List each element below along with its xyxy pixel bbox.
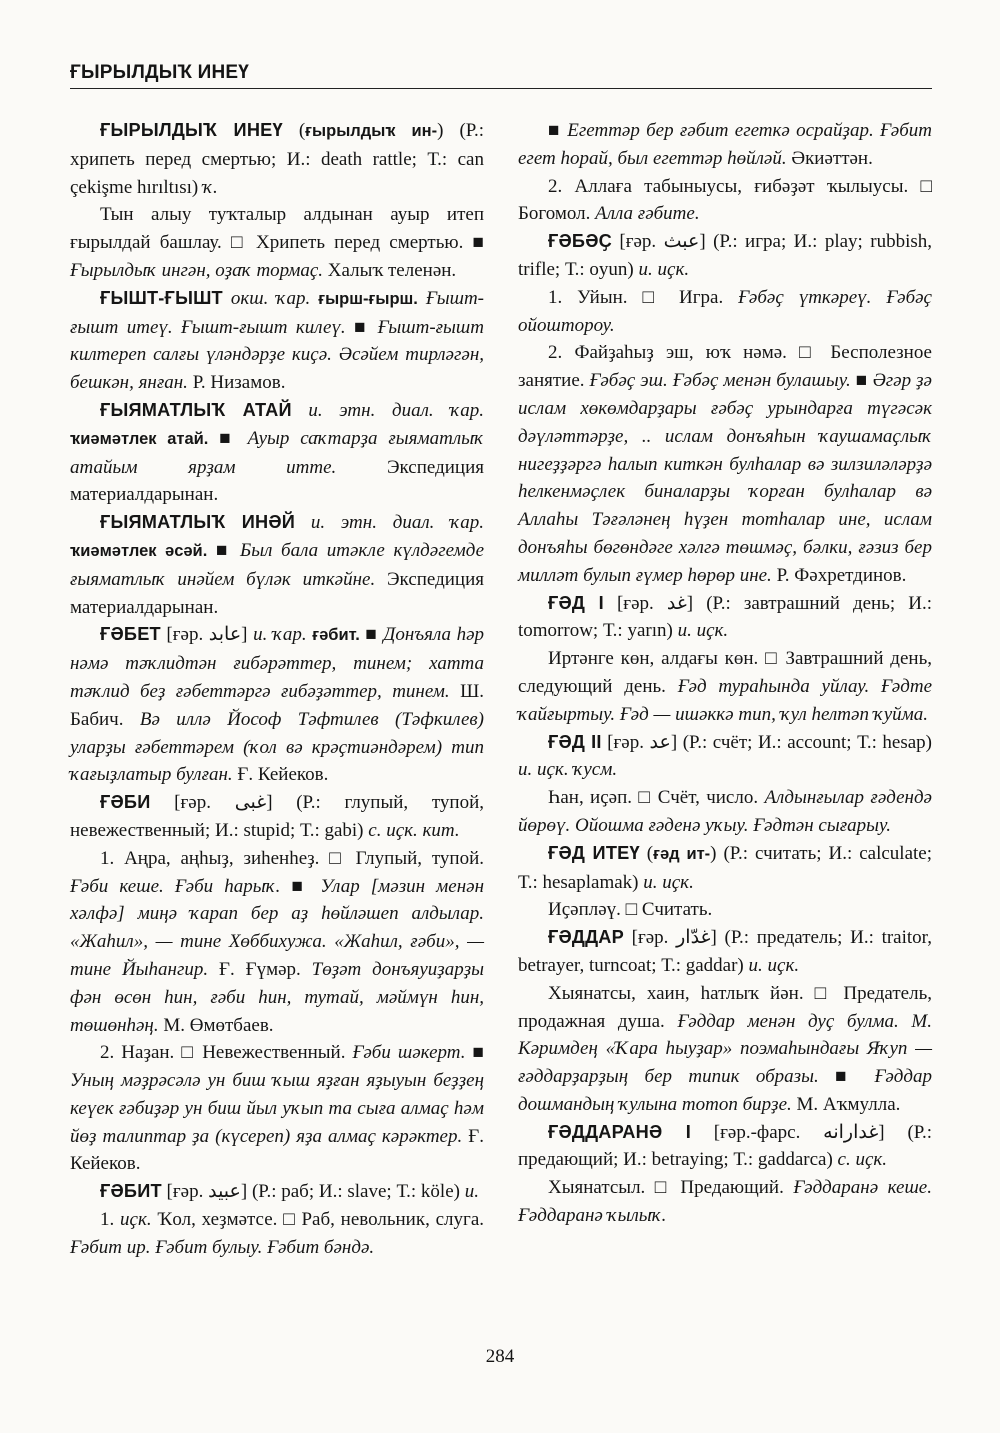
dictionary-paragraph <box>518 645 932 728</box>
italic-run: ҡ. <box>202 176 218 198</box>
italic-run: и. этн. диал. ҡар. <box>308 399 485 421</box>
text-run: Ғ. Ғүмәр. <box>208 958 312 980</box>
italic-run: Ғырылдыҡ ингән, оҙаҡ тормаҫ. <box>70 259 324 281</box>
dictionary-paragraph <box>518 840 932 897</box>
dictionary-paragraph <box>518 228 932 284</box>
text-run: ( <box>639 842 654 864</box>
italic-run: Донъяла һәр нәмә тәҡлидтән ғибәрәттер, тинем; хатта тәҡлид беҙ ғәбеттәргә ғибәҙәттер, тинем. <box>70 624 485 702</box>
text-run: Тын алыу туҡталыр алдынан ауыр итеп ғырылдай башлау. □ Хрипеть перед смертью. ■ <box>70 204 484 254</box>
italic-run: Ғәбәҫ эш. Ғәбәҫ менән булашыу. <box>589 370 851 392</box>
text-run: ■ <box>359 624 384 646</box>
bold-reference: ҡиәмәтлек әсәй. <box>70 541 208 560</box>
italic-run: Ғәддаранә кеше. Ғәддаранә ҡылыҡ. <box>518 1177 932 1227</box>
text-run: [ғәр. عبيد] (Р.: раб; И.: slave; Т.: köle) <box>161 1181 465 1203</box>
italic-run: Вә иллә Йософ Тәфтилев (Тәфкилев) уларҙы ғәбеттәрем (ҡол вә крәҫтиәндәрем) тип ҡағыҙлатыр булған. <box>70 708 484 786</box>
text-run: Ғ. Кейеков. <box>70 1125 484 1175</box>
text-run: [ғәр. غبی] (Р.: глупый, тупой, невежественный; И.: stupid; Т.: gabi) <box>70 792 484 841</box>
italic-run: и. иҫк. <box>677 620 729 642</box>
italic-run: с. иҫк. кит. <box>368 819 460 841</box>
dictionary-paragraph <box>70 845 484 1040</box>
text-run: Хыянатсы, хаин, һатлыҡ йән. □ Предатель, продажная душа. <box>518 982 932 1032</box>
headword: ҒЫЯМАТЛЫҠ АТАЙ <box>100 399 292 420</box>
headword: ҒӘД I <box>548 592 604 613</box>
bold-reference: ғырылдыҡ ин- <box>305 122 438 140</box>
italic-run: Егеттәр бер ғәбит егеткә осрайҙар. Ғәбит егет һорай, был егеттәр һөйләй. <box>518 120 933 169</box>
text-run: М. Өмөтбаев. <box>158 1014 274 1036</box>
text-run: Әкиәттән. <box>786 147 873 169</box>
text-run: 2. Файҙаһыҙ эш, юҡ нәмә. □ Бесполезное занятие. <box>518 342 932 392</box>
italic-run: Ғәбит ир. Ғәбит булыу. Ғәбит бәндә. <box>70 1236 375 1258</box>
dictionary-paragraph <box>518 173 932 229</box>
text-run: [ғәр. عد] (Р.: счёт; И.: account; Т.: hesap) <box>601 731 932 753</box>
italic-run: и. иҫк. <box>643 871 694 893</box>
italic-run: Ғәддар менән дуҫ булма. М. Кәримдең «Ҡара һыуҙар» поэмаһындағы Яҡуп — ғәддарҙарҙың бер типик образы. <box>518 1010 933 1088</box>
text-run <box>295 512 311 533</box>
text-run: ■ <box>208 427 248 449</box>
text-run: ( <box>282 120 306 141</box>
text-run: Экспедиция материалдарынан. <box>70 568 485 618</box>
bold-reference: ҡиәмәтлек атай. <box>70 429 209 448</box>
text-run <box>223 288 231 309</box>
text-run: 1. Уйын. □ Игра. <box>548 286 739 308</box>
text-run: ■ <box>465 1042 484 1064</box>
italic-run: Улар [мәзин менән хәлфә] миңә ҡарап бер аҙ һөйләшеп алдылар. «Жаһил», — тине Хөббихужа. «Жаһил, ғәби», — тине Йыһангир. <box>70 875 484 980</box>
text-run: ■ <box>280 875 321 897</box>
dictionary-paragraph <box>518 1119 932 1175</box>
dictionary-paragraph <box>70 509 484 621</box>
italic-run: Был бала итәкле күлдәгемде ғыяматлыҡ инәйем бүләк иткәйне. <box>70 539 484 590</box>
italic-run: Ғышт-ғышт итеү. Ғышт-ғышт килеү. <box>70 287 484 338</box>
text-run: ) (Р.: считать; И.: calculate; Т.: hesaplamak) <box>518 842 933 893</box>
text-run: [ғәр. عابد] <box>160 624 254 646</box>
italic-run: и. <box>464 1181 479 1203</box>
italic-run: Ғышт-ғышт килтереп салғы үләндәрҙе киҫә. Әсәйем тирләгән, бешкән, янған. <box>70 316 484 394</box>
dictionary-paragraph <box>70 117 484 201</box>
text-run: ■ <box>207 539 240 561</box>
text-run: Халыҡ теленән. <box>323 259 457 281</box>
text-run: 1. Аңра, аңһыҙ, зиһенһеҙ. □ Глупый, тупой. <box>100 847 484 869</box>
bold-reference: ғәд ит- <box>653 844 711 863</box>
italic-run: Ауыр саҡтарҙа ғыяматлыҡ атайым ярҙам итте. <box>70 427 484 478</box>
running-head: ҒЫРЫЛДЫҠ ИНЕҮ <box>70 62 932 89</box>
text-run: Һан, иҫәп. □ Счёт, число. <box>548 787 765 809</box>
italic-run: Әгәр ҙә ислам хөкөмдарҙары ғәбәҫ урындарға түгәсәк дәүләттәрҙе, .. ислам донъяһын ҡаушамаҫлыҡ нигеҙҙәргә һалып киткән булһалар вә зилзиләләрҙә һелкенмәҫлек биналарҙы ҡорған булһалар вә Аллаһы Тәғәләнең һүҙен тотһалар ине, ислам донъяһы бөгөндәге хәлгә төшмәҫ, бәлки, ғәзиз бер милләт булып ғүмер һөрөр ине. <box>518 370 932 586</box>
text-run: Экспедиция материалдарынан. <box>70 456 484 506</box>
text-run: [ғәр. غدّار] (Р.: предатель; И.: traitor, betrayer, turncoat; Т.: gaddar) <box>518 927 932 976</box>
headword: ҒӘД II <box>548 731 602 752</box>
text-run: ) (Р.: хрипеть перед смертью; И.: death rattle; Т.: can çekişme hırıltısı) <box>70 120 485 198</box>
text-run: Р. Низамов. <box>187 372 286 394</box>
dictionary-paragraph <box>518 729 932 785</box>
text-run: [ғәр. غد] (Р.: завтрашний день; И.: tomorrow; Т.: yarın) <box>518 592 932 642</box>
italic-run: окш. ҡар. <box>230 287 311 309</box>
headword: ҒӘБИ <box>100 792 151 813</box>
italic-run: и. иҫк. <box>638 258 690 280</box>
dictionary-paragraph <box>70 621 484 789</box>
headword: ҒӘБӘҪ <box>548 231 612 252</box>
dictionary-paragraph <box>518 339 932 589</box>
page-number: 284 <box>485 1346 515 1367</box>
italic-run: иҫк. <box>120 1209 152 1231</box>
headword: ҒӘДДАР <box>548 927 624 948</box>
text-run: Хыянатсыл. □ Предающий. <box>548 1177 794 1199</box>
dictionary-paragraph <box>518 896 932 924</box>
bold-reference: ғырш-ғырш. <box>318 289 418 308</box>
italic-run: Алдынғылар ғәдендә йөрөү. Ойошма ғәденә уҡыу. Ғәдтән сығарыу. <box>518 787 932 836</box>
right-column <box>518 117 932 1230</box>
text-run: 2. Аллаға табыныусы, ғибәҙәт ҡылыусы. □ Богомол. <box>518 175 932 225</box>
text-run: 1. <box>100 1209 121 1231</box>
headword: ҒӘБЕТ <box>100 624 161 645</box>
text-run: Иҫәпләү. □ Считать. <box>548 899 713 921</box>
italic-run: Төҙәт донъяуиҙарҙы фән өсөн һин, ғәби һин, тутай, мәймүн һин, төшөнһәң. <box>70 958 484 1036</box>
dictionary-paragraph <box>518 924 932 980</box>
text-run <box>292 400 309 421</box>
headword: ҒӘД ИТЕҮ <box>548 842 640 863</box>
headword: ҒЫЯМАТЛЫҠ ИНӘЙ <box>100 512 296 533</box>
dictionary-paragraph <box>518 1174 932 1230</box>
dictionary-paragraph <box>518 590 932 646</box>
text-run: [ғәр.-фарс. غدارانه] (Р.: предающий; И.: betraying; Т.: gaddarca) <box>518 1121 932 1171</box>
text-run: Ғ. Кейеков. <box>232 764 329 786</box>
text-run: ■ <box>345 316 378 338</box>
text-run: Ш. Бабич. <box>70 680 484 730</box>
italic-run: Ғәби кеше. Ғәби һарыҡ. <box>70 875 281 897</box>
left-column <box>70 117 484 1262</box>
text-run: М. Аҡмулла. <box>791 1093 901 1115</box>
text-run: Иртәнге көн, алдағы көн. □ Завтрашний день, следующий день. <box>518 648 932 697</box>
italic-run: и. этн. диал. ҡар. <box>310 512 484 534</box>
headword: ҒЫШТ-ҒЫШТ <box>100 287 223 308</box>
italic-run: Ғәд тураһында уйлау. Ғәдте ҡайғыртыу. Ғәд — ишәккә тип, ҡул һелтәп ҡуйма. <box>518 675 932 725</box>
text-run: ■ <box>818 1066 875 1088</box>
italic-run: и. иҫк. <box>748 954 800 976</box>
dictionary-paragraph <box>518 784 932 840</box>
text-run <box>418 288 426 309</box>
dictionary-paragraph <box>518 117 932 173</box>
italic-run: Ғәбәҫ үткәреү. Ғәбәҫ ойоштороу. <box>518 286 932 336</box>
text-run: 2. Наҙан. □ Невежественный. <box>100 1042 353 1064</box>
text-run: Ҡол, хеҙмәтсе. □ Раб, невольник, слуга. <box>151 1209 485 1231</box>
text-run: ■ <box>548 120 568 141</box>
dictionary-paragraph <box>70 1206 484 1262</box>
headword: ҒӘДДАРАНӘ I <box>548 1121 691 1142</box>
dictionary-paragraph <box>70 397 484 509</box>
text-run: Р. Фәхретдинов. <box>771 564 907 586</box>
text-run: [ғәр. عبث] (Р.: игра; И.: play; rubbish, trifle; Т.: oyun) <box>518 231 932 280</box>
headword: ҒЫРЫЛДЫҠ ИНЕҮ <box>100 120 283 140</box>
italic-run: Уның мәҙрәсәлә ун биш ҡыш яҙған яҙыуын беҙҙең кеүек ғәбиҙәр ун биш йыл уҡып та сыға алмаҫ һәм йөҙ талиптар ҙа (күсереп) яҙа алмаҫ кәрәктер. <box>70 1070 484 1147</box>
bold-reference: ғәбит. <box>312 626 360 645</box>
dictionary-paragraph <box>70 1039 484 1178</box>
text-run <box>310 288 318 309</box>
italic-run: с. иҫк. <box>837 1149 888 1171</box>
dictionary-paragraph <box>518 980 932 1119</box>
dictionary-paragraph <box>70 285 484 397</box>
italic-run: Ғәддар дошмандың ҡулына тотоп бирҙе. <box>518 1066 932 1115</box>
italic-run: и. иҫк. ҡусм. <box>518 759 618 781</box>
italic-run: Ғәби шәкерт. <box>352 1042 466 1064</box>
dictionary-paragraph <box>70 789 484 845</box>
headword: ҒӘБИТ <box>100 1181 162 1202</box>
italic-run: Алла ғәбите. <box>595 203 700 225</box>
dictionary-paragraph <box>518 284 932 340</box>
italic-run: и. ҡар. <box>253 624 307 646</box>
dictionary-paragraph <box>70 201 484 284</box>
text-run: ■ <box>850 370 873 392</box>
dictionary-paragraph <box>70 1178 484 1206</box>
